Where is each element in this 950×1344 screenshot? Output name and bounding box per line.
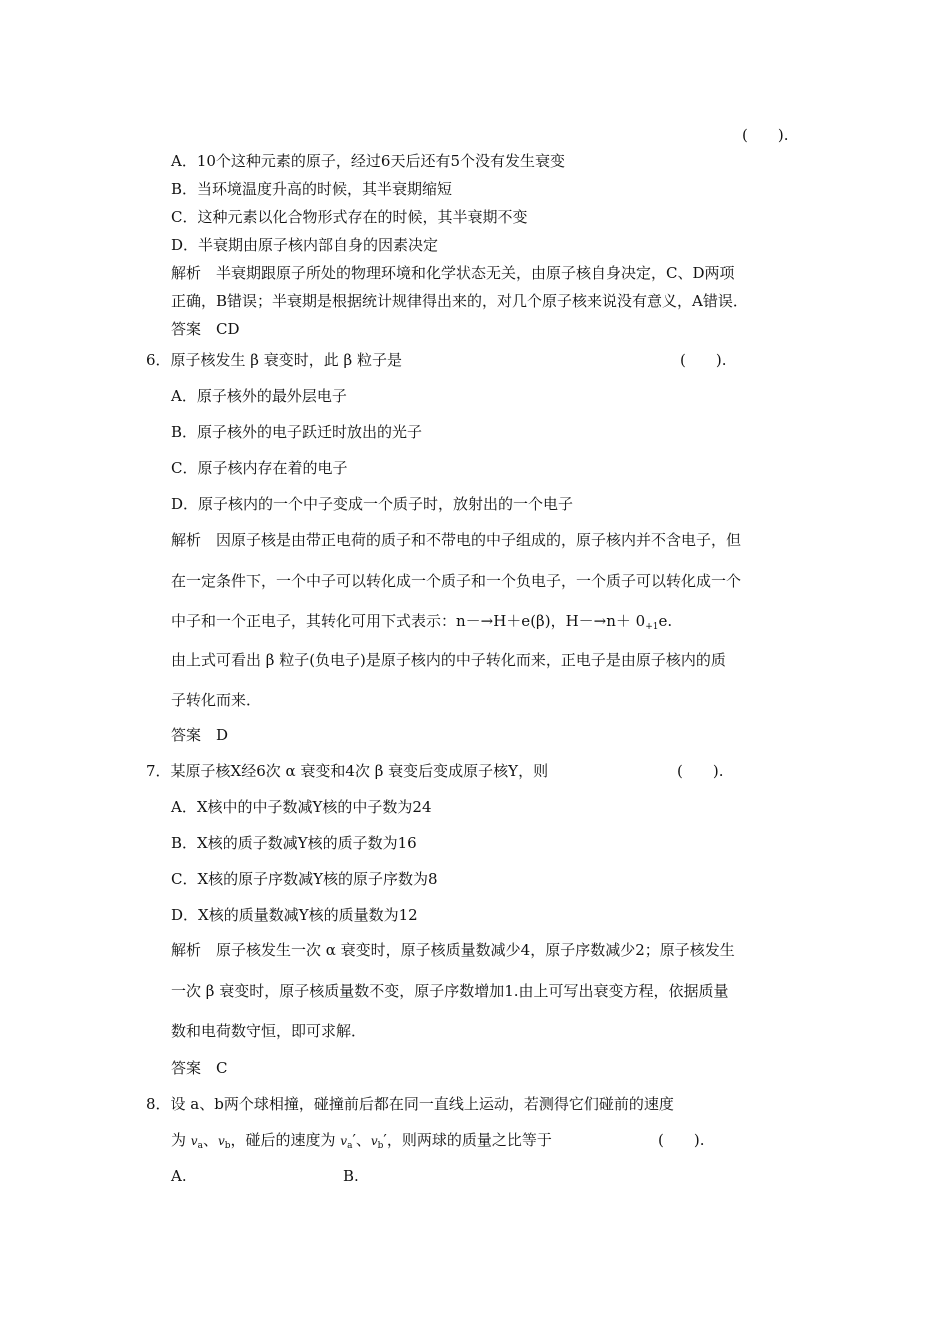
- q6-formula-text: 中子和一个正电子，其转化可用下式表示：n－→H＋e(β)，H－→n＋ 0: [171, 612, 646, 630]
- q5-analysis-line-1: 解析 半衰期跟原子所处的物理环境和化学状态无关，由原子核自身决定，C、D两项: [171, 264, 735, 282]
- q8-option-b: B.: [343, 1167, 359, 1185]
- q6-stem: 6．原子核发生 β 衰变时，此 β 粒子是: [146, 351, 402, 369]
- q6-analysis-line-3: 由上式可看出 β 粒子(负电子)是原子核内的中子转化而来，正电子是由原子核内的质: [171, 651, 726, 669]
- q6-answer-paren: ( ).: [680, 351, 727, 369]
- q5-option-c: C．这种元素以化合物形式存在的时候，其半衰期不变: [171, 208, 528, 226]
- q6-formula-line: [171, 611, 672, 637]
- q7-answer-paren: ( ).: [677, 762, 724, 780]
- q7-answer: 答案 C: [171, 1059, 228, 1077]
- q8-stem-line-2: 为 $v_a$、$v_b$，碰后的速度为 $v_a'$、$v_b'$，则两球的质量之比等于: [171, 1131, 552, 1151]
- q6-option-a: A．原子核外的最外层电子: [171, 387, 347, 405]
- q6-analysis-line-1: 解析 因原子核是由带正电荷的质子和不带电的中子组成的，原子核内并不含电子，但: [171, 531, 742, 549]
- q6-analysis-line-2: 在一定条件下，一个中子可以转化成一个质子和一个负电子，一个质子可以转化成一个: [171, 572, 742, 590]
- q6-option-b: B．原子核外的电子跃迁时放出的光子: [171, 423, 423, 441]
- q7-analysis-line-3: 数和电荷数守恒，即可求解．: [171, 1022, 367, 1040]
- q7-option-d: D．X核的质量数减Y核的质量数为12: [171, 906, 418, 924]
- q5-answer: 答案 CD: [171, 320, 240, 338]
- q6-analysis-line-4: 子转化而来．: [171, 691, 262, 709]
- q6-option-d: D．原子核内的一个中子变成一个质子时，放射出的一个电子: [171, 495, 574, 513]
- q5-option-b: B．当环境温度升高的时候，其半衰期缩短: [171, 180, 453, 198]
- q6-formula-end: e.: [658, 612, 673, 630]
- q6-answer: 答案 D: [171, 726, 229, 744]
- q5-answer-paren: ( ).: [742, 126, 789, 144]
- q5-option-a: A．10个这种元素的原子，经过6天后还有5个没有发生衰变: [171, 152, 566, 170]
- q8-option-a: A.: [171, 1167, 187, 1185]
- q7-stem: 7．某原子核X经6次 α 衰变和4次 β 衰变后变成原子核Y，则: [146, 762, 549, 780]
- q6-option-c: C．原子核内存在着的电子: [171, 459, 348, 477]
- q5-option-d: D．半衰期由原子核内部自身的因素决定: [171, 236, 439, 254]
- q7-option-a: A．X核中的中子数减Y核的中子数为24: [171, 798, 432, 816]
- q6-formula-subscript: +1: [645, 622, 659, 632]
- q8-answer-paren: ( ).: [658, 1131, 705, 1149]
- q7-analysis-line-2: 一次 β 衰变时，原子核质量数不变，原子序数增加1.由上可写出衰变方程，依据质量: [171, 982, 729, 1000]
- q5-analysis-line-2: 正确，B错误；半衰期是根据统计规律得出来的，对几个原子核来说没有意义，A错误．: [171, 292, 748, 310]
- q7-option-c: C．X核的原子序数减Y核的原子序数为8: [171, 870, 438, 888]
- q7-option-b: B．X核的质子数减Y核的质子数为16: [171, 834, 417, 852]
- q8-stem-line-1: 8．设 a、b两个球相撞，碰撞前后都在同一直线上运动，若测得它们碰前的速度: [146, 1095, 674, 1113]
- q7-analysis-line-1: 解析 原子核发生一次 α 衰变时，原子核质量数减少4，原子序数减少2；原子核发生: [171, 941, 735, 959]
